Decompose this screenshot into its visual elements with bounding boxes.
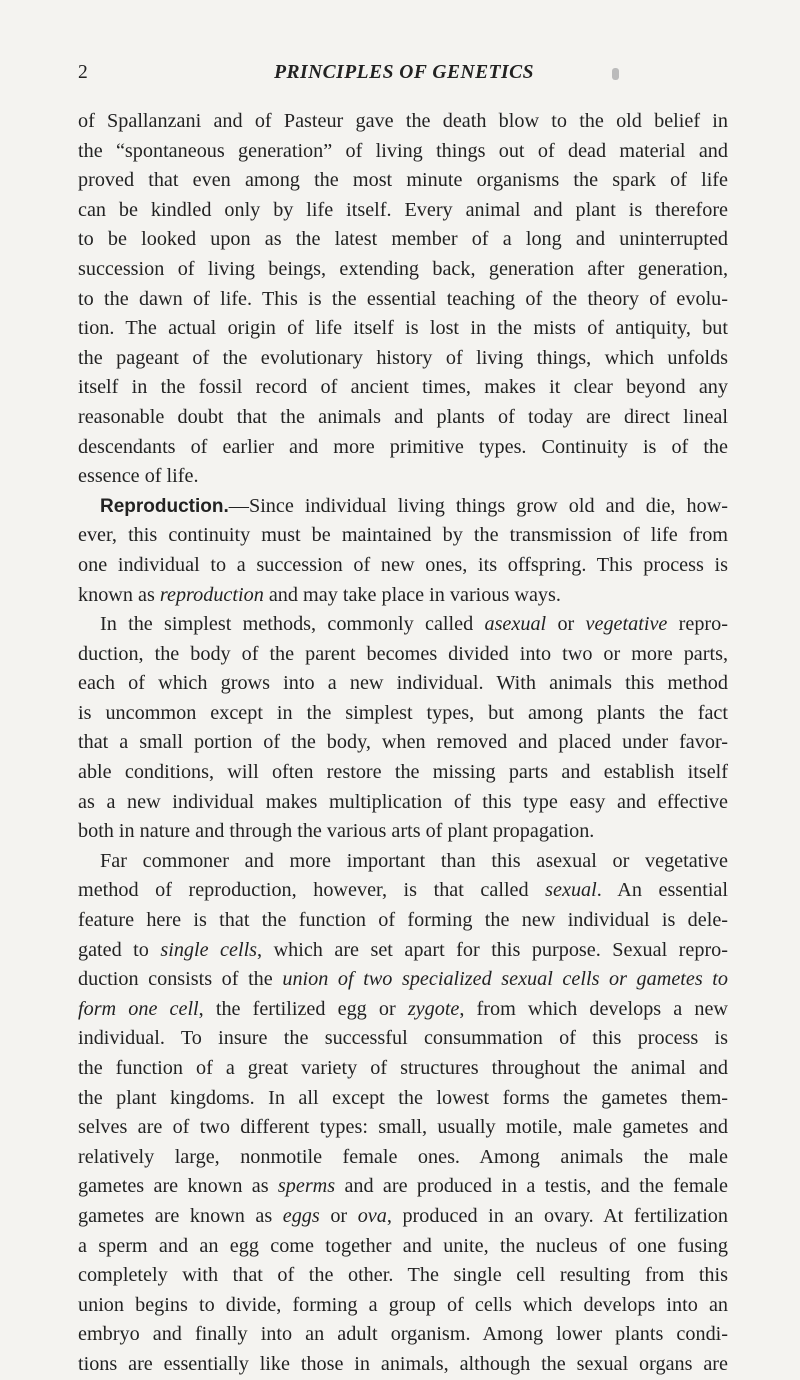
text-run: and may take place in various ways. xyxy=(263,583,561,606)
text-line xyxy=(78,1261,728,1291)
text-line xyxy=(78,906,728,936)
text-run: . An essential xyxy=(596,879,728,902)
body-text xyxy=(78,107,728,1380)
text-line xyxy=(78,728,728,758)
text-run: tion. The actual origin of life itself is lost in the mists of antiquity, but xyxy=(78,317,728,340)
italic-term: union of two specialized sexual cells or gametes to xyxy=(282,968,728,991)
italic-term: reproduction xyxy=(159,583,264,606)
italic-term: ova xyxy=(357,1204,387,1227)
text-run: , from which develops a new xyxy=(459,997,728,1020)
text-line xyxy=(78,521,728,551)
text-run: of Spallanzani and of Pasteur gave the death blow to the old belief in xyxy=(78,110,728,132)
text-run: known as xyxy=(78,583,160,606)
text-run: one individual to a succession of new ones, its offspring. This process is xyxy=(78,553,728,576)
italic-term: eggs xyxy=(282,1204,320,1227)
text-run: repro- xyxy=(667,613,728,636)
text-run: ever, this continuity must be maintained by the transmission of life from xyxy=(78,524,728,547)
italic-term: sexual xyxy=(545,879,597,902)
text-line xyxy=(78,551,728,581)
ink-mark xyxy=(612,68,619,80)
page-header xyxy=(78,62,730,92)
page-number: 2 xyxy=(78,62,88,83)
text-run: , produced in an ovary. At fertilization xyxy=(386,1204,728,1227)
text-run: In the simplest methods, commonly called xyxy=(100,613,485,636)
text-line xyxy=(78,1320,728,1350)
text-line xyxy=(78,936,728,966)
text-line xyxy=(78,137,728,167)
text-run: the function of a great variety of structures throughout the animal and xyxy=(78,1057,728,1079)
text-line xyxy=(78,1172,728,1202)
section-heading: Reproduction. xyxy=(100,495,229,517)
text-line xyxy=(78,817,728,847)
text-run: that a small portion of the body, when removed and placed under favor- xyxy=(78,731,728,754)
text-line xyxy=(78,107,728,137)
text-run: as a new individual makes multiplication of this type easy and effective xyxy=(78,790,728,813)
text-run: succession of living beings, extending back, generation after generation, xyxy=(78,257,728,280)
text-run: the “spontaneous generation” of living things out of dead material and xyxy=(78,139,728,162)
text-run: both in nature and through the various arts of plant propagation. xyxy=(78,820,595,843)
text-line xyxy=(78,433,728,463)
text-run: the plant kingdoms. In all except the lowest forms the gametes them- xyxy=(78,1086,728,1109)
text-run: union begins to divide, forming a group of cells which develops into an xyxy=(78,1293,728,1316)
text-run: method of reproduction, however, is that called xyxy=(78,879,546,902)
text-run: descendants of earlier and more primitive types. Continuity is of the xyxy=(78,435,728,458)
italic-term: sperms xyxy=(277,1175,336,1198)
text-run: selves are of two different types: small, usually motile, male gametes and xyxy=(78,1116,728,1139)
text-line xyxy=(78,965,728,995)
text-run: essence of life. xyxy=(78,465,199,488)
italic-term: single cells xyxy=(160,938,258,961)
text-line xyxy=(78,581,728,611)
text-run: duction, the body of the parent becomes divided into two or more parts, xyxy=(78,642,728,665)
text-run: proved that even among the most minute organisms the spark of life xyxy=(78,169,728,192)
running-title: PRINCIPLES OF GENETICS xyxy=(274,62,534,83)
text-line xyxy=(78,255,728,285)
text-line xyxy=(78,1084,728,1114)
text-run: can be kindled only by life itself. Every animal and plant is therefore xyxy=(78,198,728,221)
text-line xyxy=(78,285,728,315)
text-line xyxy=(78,640,728,670)
text-run: or xyxy=(546,613,586,636)
text-line xyxy=(78,1202,728,1232)
text-run: reasonable doubt that the animals and plants of today are direct lineal xyxy=(78,405,728,428)
text-line xyxy=(78,403,728,433)
text-line xyxy=(78,995,728,1025)
text-line xyxy=(78,492,728,522)
text-run: or xyxy=(319,1204,358,1227)
text-line xyxy=(78,225,728,255)
text-run: is uncommon except in the simplest types, but among plants the fact xyxy=(78,701,728,724)
text-line xyxy=(78,166,728,196)
text-line xyxy=(78,610,728,640)
text-run: gametes are known as xyxy=(78,1204,283,1227)
italic-term: zygote xyxy=(407,997,460,1020)
text-run: Far commoner and more important than this asexual or vegetative xyxy=(100,849,728,872)
italic-term: asexual xyxy=(484,613,547,636)
text-run: the pageant of the evolutionary history of living things, which unfolds xyxy=(78,346,728,369)
italic-term: vegetative xyxy=(585,613,668,636)
text-run: feature here is that the function of forming the new individual is dele- xyxy=(78,909,728,932)
text-run: relatively large, nonmotile female ones. Among animals the male xyxy=(78,1145,728,1168)
text-line xyxy=(78,1143,728,1173)
text-line xyxy=(78,669,728,699)
text-line xyxy=(78,373,728,403)
text-run: embryo and finally into an adult organism. Among lower plants condi- xyxy=(78,1323,728,1346)
italic-term: form one cell xyxy=(78,997,199,1020)
text-run: gated to xyxy=(78,938,161,961)
text-run: , the fertilized egg or xyxy=(198,997,408,1020)
text-run: completely with that of the other. The single cell resulting from this xyxy=(78,1264,728,1287)
text-line xyxy=(78,462,728,492)
text-run: itself in the fossil record of ancient times, makes it clear beyond any xyxy=(78,376,728,399)
text-line xyxy=(78,847,728,877)
text-run: duction consists of the xyxy=(78,968,283,991)
text-run: tions are essentially like those in animals, although the sexual organs are xyxy=(78,1352,728,1375)
text-run: to the dawn of life. This is the essential teaching of the theory of evolu- xyxy=(78,287,728,310)
text-run: —Since individual living things grow old and die, how- xyxy=(228,494,728,517)
text-line xyxy=(78,196,728,226)
text-run: individual. To insure the successful consummation of this process is xyxy=(78,1027,728,1050)
text-run: gametes are known as xyxy=(78,1175,278,1198)
text-line xyxy=(78,788,728,818)
text-line xyxy=(78,1113,728,1143)
text-line xyxy=(78,1054,728,1084)
text-line xyxy=(78,699,728,729)
text-run: , which are set apart for this purpose. Sexual repro- xyxy=(257,938,728,961)
text-run: a sperm and an egg come together and unite, the nucleus of one fusing xyxy=(78,1234,728,1257)
text-line xyxy=(78,758,728,788)
text-run: each of which grows into a new individual. With animals this method xyxy=(78,672,728,695)
text-run: to be looked upon as the latest member of a long and uninterrupted xyxy=(78,228,728,251)
text-line xyxy=(78,1024,728,1054)
text-line xyxy=(78,1350,728,1380)
text-line xyxy=(78,314,728,344)
text-line xyxy=(78,344,728,374)
text-run: and are produced in a testis, and the female xyxy=(335,1175,728,1198)
text-line xyxy=(78,1232,728,1262)
text-line xyxy=(78,1291,728,1321)
text-run: able conditions, will often restore the missing parts and establish itself xyxy=(78,761,728,784)
text-line xyxy=(78,876,728,906)
